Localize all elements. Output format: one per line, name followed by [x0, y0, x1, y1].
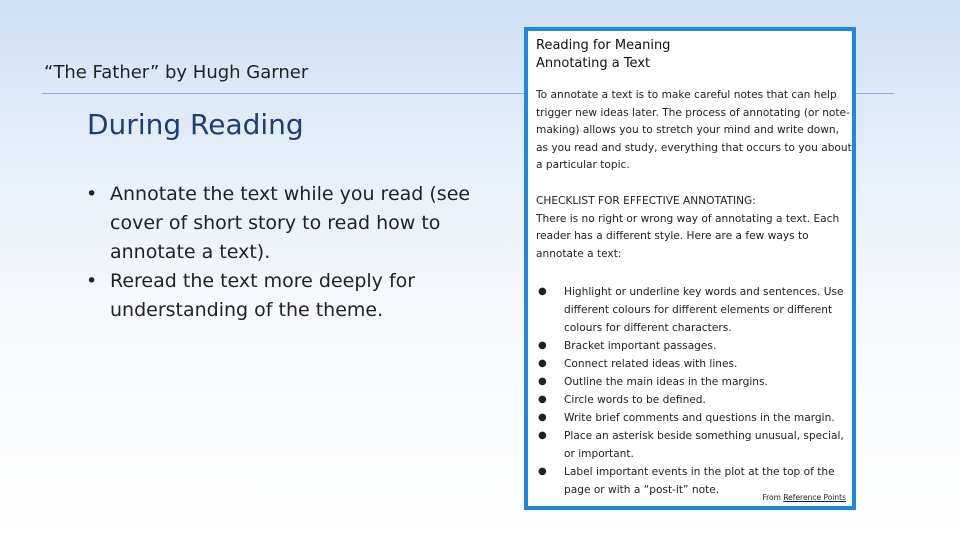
source-link[interactable]: Reference Points	[783, 493, 846, 502]
bullet-list	[86, 180, 496, 325]
annotation-panel	[524, 27, 856, 510]
slide-heading: During Reading	[87, 108, 304, 141]
checklist-heading: CHECKLIST FOR EFFECTIVE ANNOTATING:	[536, 195, 756, 207]
presentation-subtitle: “The Father” by Hugh Garner	[44, 62, 309, 83]
bullet-text: Annotate the text while you read (see cover of short story to read how to annotate a text).	[110, 183, 471, 263]
bullet-icon: ●	[538, 376, 547, 387]
tip-text: Highlight or underline key words and sentences. Use different colours for different elements or different colours for different characters.	[564, 286, 844, 334]
bullet-item	[86, 267, 496, 325]
panel-title	[536, 37, 670, 73]
tip-text: Place an asterisk beside something unusual, special, or important.	[564, 430, 844, 460]
bullet-icon: ●	[538, 412, 547, 423]
bullet-icon: ●	[538, 358, 547, 369]
bullet-icon: ●	[538, 466, 547, 477]
panel-title-line-1: Reading for Meaning	[536, 38, 671, 53]
bullet-icon: ●	[538, 394, 547, 405]
bullet-text: Reread the text more deeply for understanding of the theme.	[110, 270, 416, 321]
tip-text: Label important events in the plot at the top of the page or with a “post-it” note.	[564, 466, 835, 496]
source-prefix: From	[762, 493, 781, 502]
tip-item	[536, 337, 854, 355]
bullet-icon: •	[86, 183, 98, 205]
tip-item	[536, 427, 854, 463]
bullet-icon: ●	[538, 430, 547, 441]
tip-item	[536, 283, 854, 337]
tip-text: Connect related ideas with lines.	[564, 358, 738, 370]
tip-text: Bracket important passages.	[564, 340, 717, 352]
tip-item	[536, 409, 854, 427]
tip-item	[536, 355, 854, 373]
panel-intro: To annotate a text is to make careful notes that can help trigger new ideas later. The process of annotating (or note-making) allows you to stretch your mind and write down, as you read and study, everything that occurs to you about a particular topic.	[536, 89, 852, 171]
bullet-icon: •	[86, 270, 98, 292]
tip-text: Circle words to be defined.	[564, 394, 706, 406]
tips-list	[536, 283, 854, 499]
panel-title-line-2: Annotating a Text	[536, 56, 651, 71]
bullet-icon: ●	[538, 340, 547, 351]
checklist-block	[536, 193, 852, 263]
tip-item	[536, 391, 854, 409]
source-credit	[762, 493, 846, 502]
tip-item	[536, 373, 854, 391]
tip-text: Write brief comments and questions in the margin.	[564, 412, 835, 424]
checklist-intro: There is no right or wrong way of annotating a text. Each reader has a different style. Here are a few ways to annotate a text:	[536, 212, 840, 260]
bullet-icon: ●	[538, 286, 547, 297]
bullet-item	[86, 180, 496, 267]
tip-text: Outline the main ideas in the margins.	[564, 376, 768, 388]
